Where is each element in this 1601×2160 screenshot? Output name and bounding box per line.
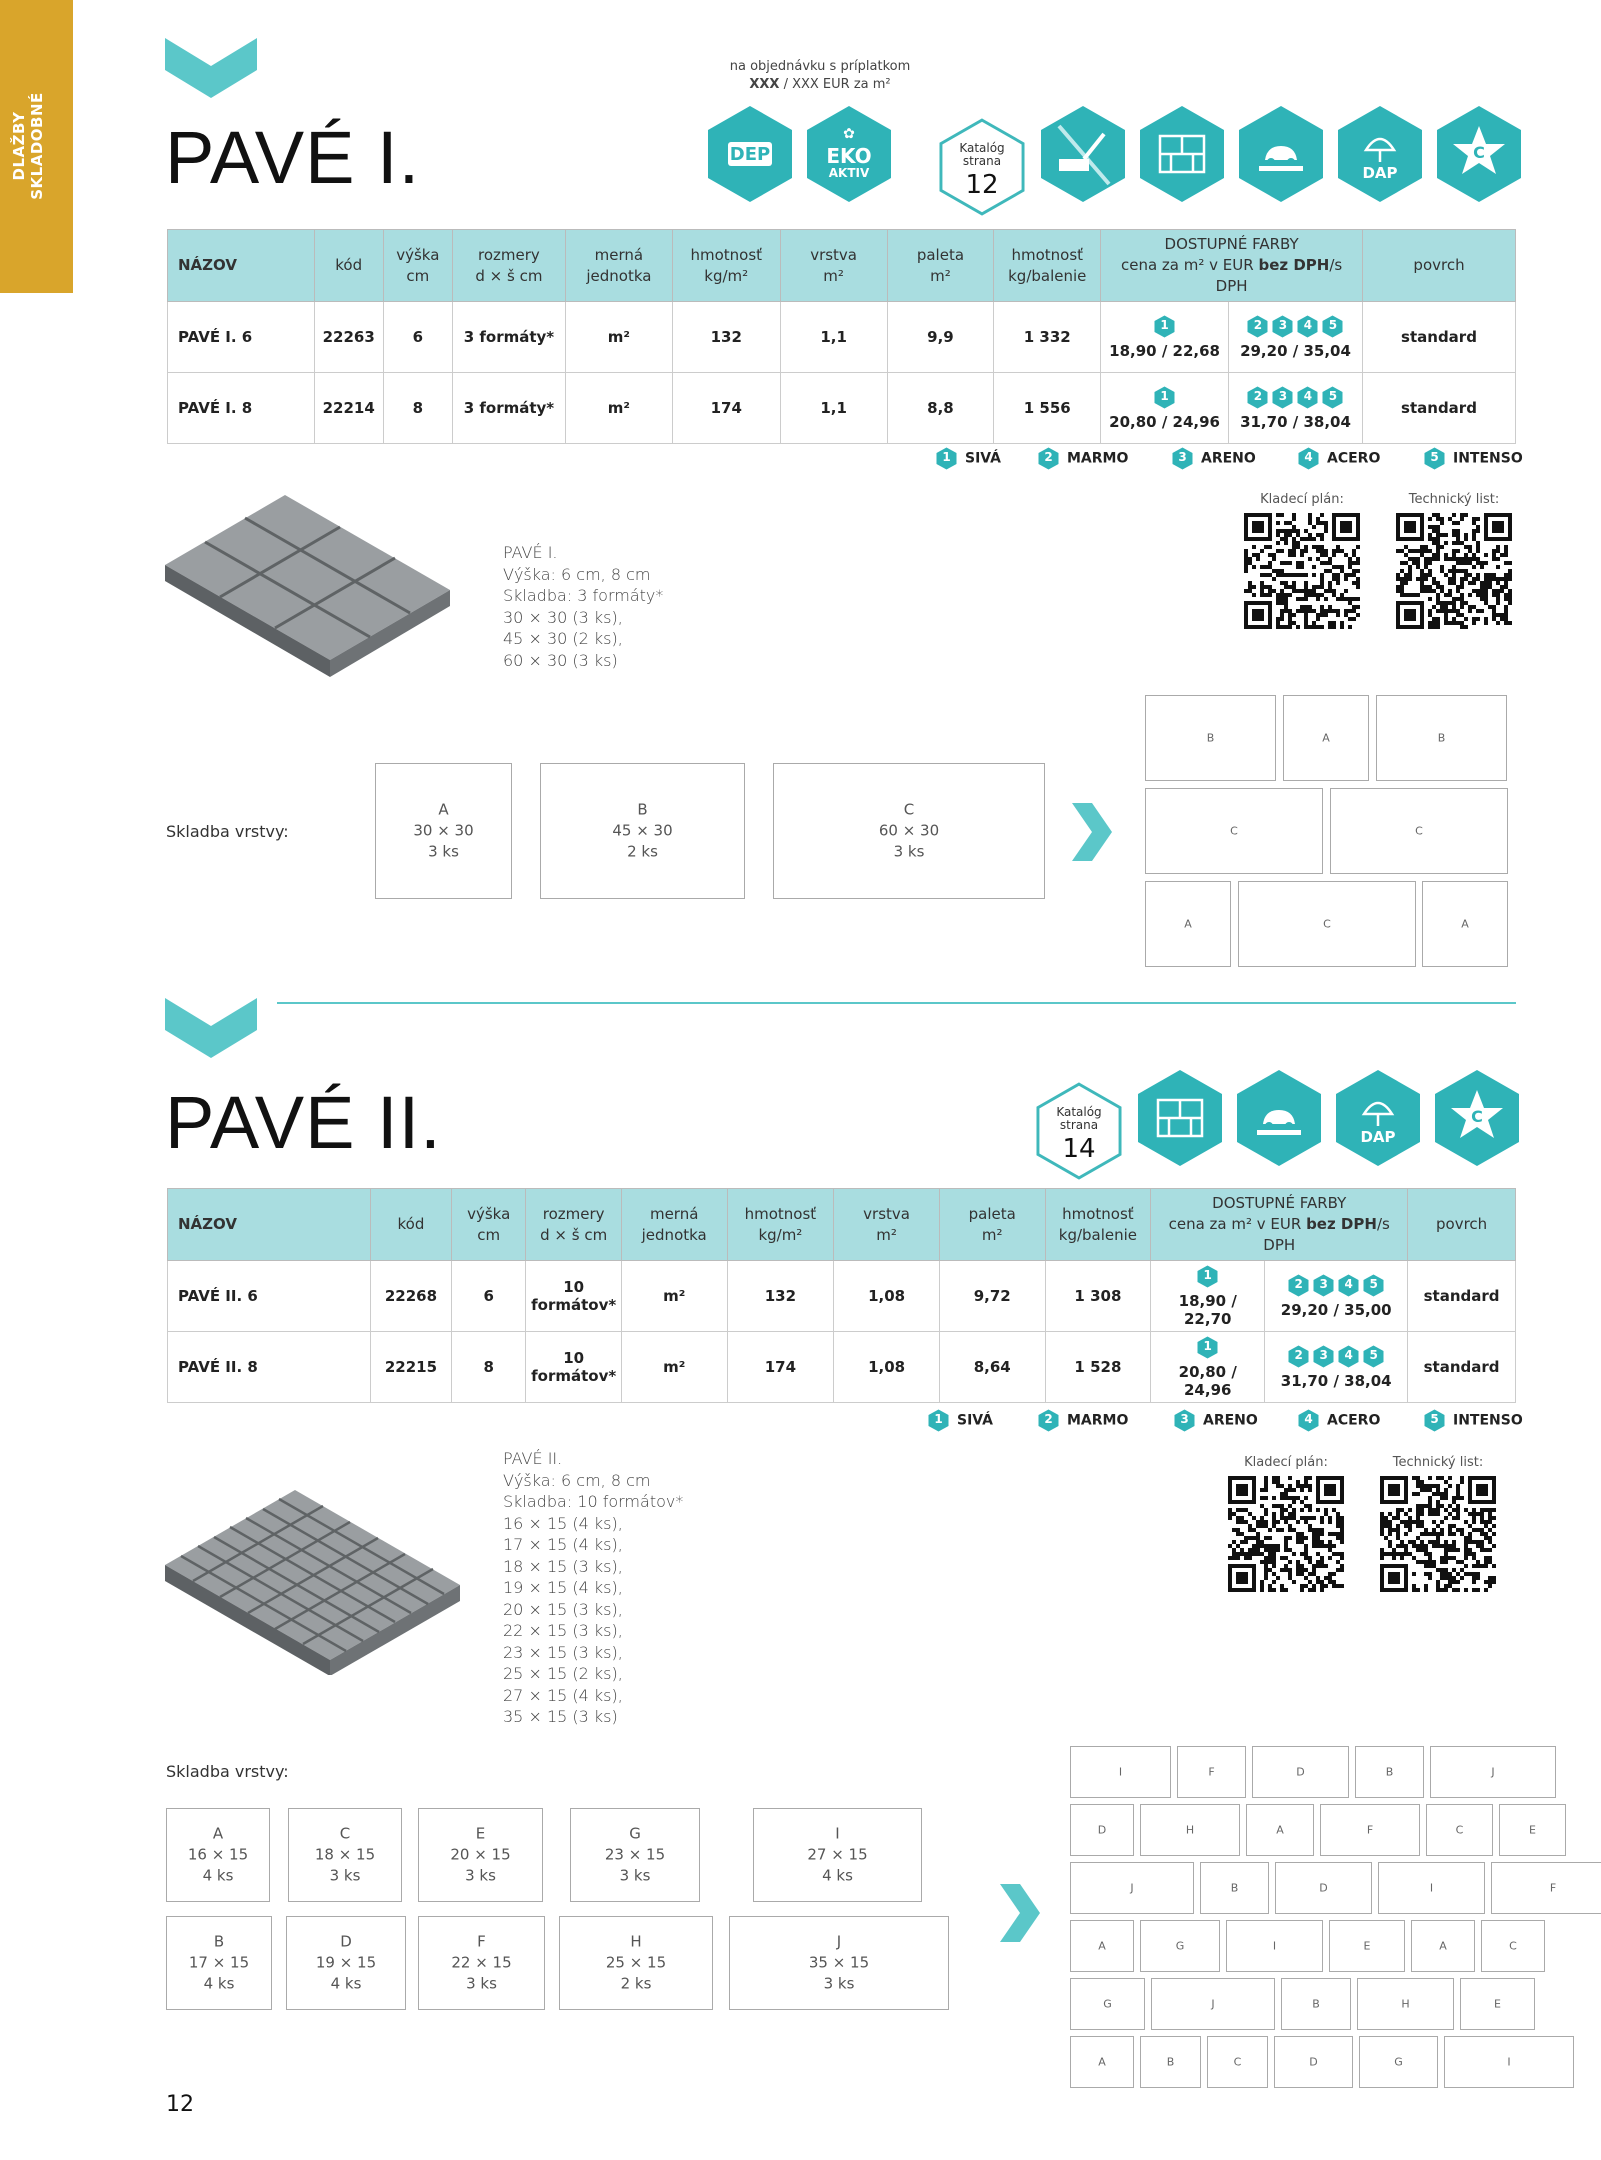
qr-code-tech[interactable] [1396,513,1512,629]
format-box: I 27 × 15 4 ks [753,1808,922,1902]
qr-code-tech[interactable] [1380,1476,1496,1592]
pattern-tile: B [1355,1746,1424,1798]
table-row: PAVÉ II. 6 22268 6 10 formátov* m² 132 1,08 9,72 1 308 1 18,90 / 22,70 2 3 4 5 29,20 / 35,00 standard [168,1261,1516,1332]
side-tab [0,0,73,293]
format-box: D 19 × 15 4 ks [286,1916,406,2010]
vehicle-load-icon [1237,104,1325,204]
pattern-tile: B [1145,695,1276,781]
page-title-2: PAVÉ II. [165,1081,442,1164]
paving-pattern-icon [1138,104,1226,204]
pattern-tile: B [1140,2036,1201,2088]
table-row: PAVÉ I. 6 22263 6 3 formáty* m² 132 1,1 9,9 1 332 1 18,90 / 22,68 2 3 4 5 29,20 / 35,04 standard [168,302,1516,373]
pattern-tile: C [1481,1920,1545,1972]
page-title: PAVÉ I. [165,116,421,199]
pattern-tile: A [1070,1920,1134,1972]
dap-umbrella-icon: DAP [1334,1068,1422,1168]
vehicle-load-icon [1235,1068,1323,1168]
qr-label-plan: Kladecí plán: [1260,492,1344,507]
pattern-tile: D [1274,2036,1353,2088]
pattern-tile: E [1329,1920,1405,1972]
chevron-down-icon [165,998,257,1058]
format-box: B 17 × 15 4 ks [166,1916,272,2010]
page-number: 12 [166,2092,194,2117]
table-row: PAVÉ I. 8 22214 8 3 formáty* m² 174 1,1 8,8 1 556 1 20,80 / 24,96 2 3 4 5 31,70 / 38,04 standard [168,373,1516,444]
pattern-tile: A [1422,881,1508,967]
pattern-tile: J [1151,1978,1275,2030]
format-box: B 45 × 30 2 ks [540,763,745,899]
skladba-label: Skladba vrstvy: [166,1762,289,1781]
format-box: C 18 × 15 3 ks [288,1808,402,1902]
pattern-tile: G [1140,1920,1220,1972]
pattern-tile: H [1357,1978,1454,2030]
section-divider [277,1002,1516,1004]
pattern-tile: D [1252,1746,1349,1798]
format-box: H 25 × 15 2 ks [559,1916,713,2010]
arrow-right-icon [1000,1884,1040,1942]
pattern-tile: C [1207,2036,1268,2088]
pattern-tile: E [1499,1804,1566,1856]
paving-pattern-icon [1136,1068,1224,1168]
format-box: A 16 × 15 4 ks [166,1808,270,1902]
pattern-tile: E [1460,1978,1535,2030]
pattern-tile: G [1070,1978,1145,2030]
arrow-right-icon [1072,803,1112,861]
pattern-tile: B [1376,695,1507,781]
product-image-pave-1 [165,495,450,685]
qr-label-tech: Technický list: [1408,492,1500,507]
c-star-icon: C [1435,104,1523,204]
vibration-compaction-icon [1039,104,1127,204]
product-description-1: PAVÉ I. Výška: 6 cm, 8 cm Skladba: 3 formáty* 30 × 30 (3 ks), 45 × 30 (2 ks), 60 × 30 (3 ks) [503,543,664,670]
pattern-tile: A [1411,1920,1475,1972]
qr-label-plan: Kladecí plán: [1244,1455,1328,1470]
side-tab-label: DLAŽBY SKLADOBNÉ [10,92,46,200]
pattern-tile: C [1238,881,1416,967]
pattern-tile: I [1070,1746,1171,1798]
format-box: C 60 × 30 3 ks [773,763,1045,899]
pattern-tile: B [1200,1862,1269,1914]
pattern-tile: A [1283,695,1369,781]
pattern-tile: C [1330,788,1508,874]
qr-code-plan[interactable] [1244,513,1360,629]
pattern-tile: D [1275,1862,1372,1914]
pattern-tile: D [1070,1804,1134,1856]
dap-umbrella-icon: DAP [1336,104,1424,204]
format-box: G 23 × 15 3 ks [570,1808,700,1902]
pattern-tile: J [1070,1862,1194,1914]
skladba-label: Skladba vrstvy: [166,822,289,841]
format-box: J 35 × 15 3 ks [729,1916,949,2010]
pattern-tile: A [1145,881,1231,967]
pattern-tile: I [1444,2036,1574,2088]
qr-code-plan[interactable] [1228,1476,1344,1592]
product-description-2: PAVÉ II. Výška: 6 cm, 8 cm Skladba: 10 formátov* 16 × 15 (4 ks), 17 × 15 (4 ks), 18 × 15 (3 ks), 19 × 15 (4 ks), 20 × 15 (3 ks), 22 × 15 (3 ks), 23 × 15 (3 ks), 25 × 15 (2 ks), 27 × 15 (4 ks), 35 × 15 (3 ks) [503,1449,684,1726]
pattern-tile: B [1281,1978,1351,2030]
color-legend: 1 SIVÁ 2 MARMO 3 ARENO 4 ACERO 5 INTENSO [0,447,1601,477]
qr-label-tech: Technický list: [1392,1455,1484,1470]
pattern-tile: F [1491,1862,1601,1914]
product-table-1: NÁZOV kód výška cm rozmery d × š cm merná jednotka hmotnosť kg/m² vrstva m² paleta m² hmotnosť kg/balenie DOSTUPNÉ FARBY cena za m² v EUR bez DPH/s DPH povrch PAVÉ I. 6 22263 6 3 formáty* m² 132 1,1 9,9 1 332 1 18,90 / 22,68 2 3 4 5 29,20 / 35,04 standard PAVÉ I. 8 22214 8 3 formáty* m² 174 1,1 8,8 1 556 1 20,80 / 24,96 2 3 4 5 31,70 / 38,04 standard [167,229,1516,444]
pattern-tile: I [1378,1862,1485,1914]
pattern-tile: A [1070,2036,1134,2088]
pattern-tile: J [1430,1746,1556,1798]
order-note: na objednávku s príplatkom XXX / XXX EUR za m² [729,59,911,92]
pattern-tile: C [1145,788,1323,874]
pattern-tile: C [1426,1804,1493,1856]
format-box: F 22 × 15 3 ks [418,1916,545,2010]
format-box: A 30 × 30 3 ks [375,763,512,899]
katalog-page-badge[interactable]: Katalóg strana 14 [1036,1082,1122,1180]
c-star-icon: C [1433,1068,1521,1168]
pattern-tile: A [1246,1804,1314,1856]
color-legend: 1 SIVÁ 2 MARMO 3 ARENO 4 ACERO 5 INTENSO [0,1409,1601,1439]
product-image-pave-2 [165,1490,460,1675]
pattern-tile: I [1226,1920,1323,1972]
table-row: PAVÉ II. 8 22215 8 10 formátov* m² 174 1,08 8,64 1 528 1 20,80 / 24,96 2 3 4 5 31,70 / 38,04 standard [168,1332,1516,1403]
pattern-tile: H [1140,1804,1240,1856]
chevron-down-icon [165,38,257,98]
pattern-tile: G [1359,2036,1438,2088]
pattern-tile: F [1320,1804,1420,1856]
pattern-tile: F [1177,1746,1246,1798]
product-table-2: NÁZOV kód výška cm rozmery d × š cm merná jednotka hmotnosť kg/m² vrstva m² paleta m² hmotnosť kg/balenie DOSTUPNÉ FARBY cena za m² v EUR bez DPH/s DPH povrch PAVÉ II. 6 22268 6 10 formátov* m² 132 1,08 9,72 1 308 1 18,90 / 22,70 2 3 4 5 29,20 / 35,00 standard PAVÉ II. 8 22215 8 10 formátov* m² 174 1,08 8,64 1 528 1 20,80 / 24,96 2 3 4 5 31,70 / 38,04 standard [167,1188,1516,1403]
format-box: E 20 × 15 3 ks [418,1808,543,1902]
dep-icon: DEP [706,104,794,204]
katalog-page-badge[interactable]: Katalóg strana 12 [939,118,1025,216]
eko-aktiv-icon: ✿ EKO AKTIV [805,104,893,204]
